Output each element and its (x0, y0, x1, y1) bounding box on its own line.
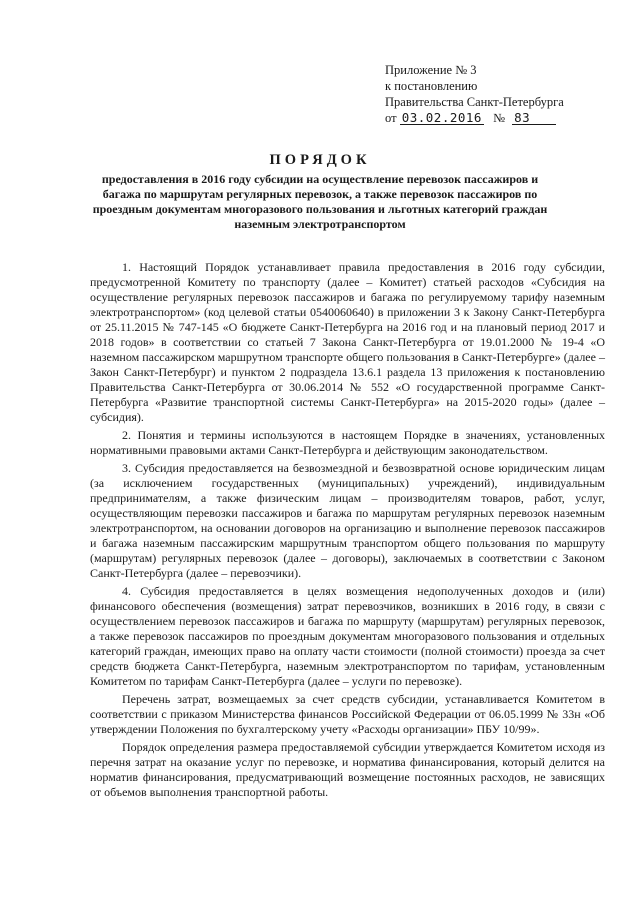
appendix-line-3: Правительства Санкт-Петербурга (385, 95, 564, 109)
paragraph: 3. Субсидия предоставляется на безвозмездной и безвозвратной основе юридическим лицам (за исключением государственных (муниципальных) учреждений), индивидуальным предпринимателям, а также физическим лицам – производителям товаров, работ, услуг, осуществляющим перевозки пассажиров и багажа по маршрутам регулярных перевозок наземным электротранспортом, на основании договоров на организацию и выполнение перевозок пассажиров и багажа наземным пассажирским маршрутным транспортом общего пользования по маршруту (маршрутам) регулярных перевозок (далее – договоры), заключаемых в соответствии с Законом Санкт-Петербурга (далее – перевозчики). (90, 461, 605, 580)
appendix-number: 83 (512, 111, 556, 125)
document-subtitle: предоставления в 2016 году субсидии на осуществление перевозок пассажиров и багажа по маршрутам регулярных перевозок, а также перевозок пассажиров по проездным документам многоразового пользования и льготных категорий граждан наземным электротранспортом (92, 172, 548, 231)
document-title: ПОРЯДОК (269, 152, 371, 168)
appendix-header (385, 62, 605, 126)
appendix-date: 03.02.2016 (401, 110, 482, 125)
appendix-line-1: Приложение № 3 (385, 63, 477, 77)
paragraph: 4. Субсидия предоставляется в целях возмещения недополученных доходов и (или) финансового обеспечения (возмещения) затрат перевозчиков, возникших в 2016 году, в связи с осуществлением перевозок пассажиров и багажа по маршруту (маршрутам) регулярных перевозок, а также перевозок пассажиров по проездным документам многоразового пользования и отдельных категорий граждан, имеющих право на оплату части стоимости (полной стоимости) проезда за счет средств бюджета Санкт-Петербурга, наземным электротранспортом по тарифам, установленным Комитетом по тарифам Санкт-Петербурга (далее – услуги по перевозке). (90, 584, 605, 688)
paragraph: 2. Понятия и термины используются в настоящем Порядке в значениях, установленных нормативными правовыми актами Санкт-Петербурга и действующим законодательством. (90, 428, 605, 457)
document-body (90, 260, 605, 803)
appendix-from-label: от (385, 111, 397, 125)
paragraph: Перечень затрат, возмещаемых за счет средств субсидии, устанавливается Комитетом в соответствии с приказом Министерства финансов Российской Федерации от 06.05.1999 № 33н «Об утверждении Положения по бухгалтерскому учету «Расходы организации» ПБУ 10/99». (90, 692, 605, 736)
appendix-line-2: к постановлению (385, 79, 478, 93)
appendix-date-line (385, 110, 605, 126)
paragraph: Порядок определения размера предоставляемой субсидии утверждается Комитетом исходя из перечня затрат на оказание услуг по перевозке, и норматива финансирования, который делится на норматив финансирования, предусматривающий возмещение постоянных расходов, не зависящих от объемов выполнения транспортной работы. (90, 740, 605, 799)
paragraph: 1. Настоящий Порядок устанавливает правила предоставления в 2016 году субсидии, предусмотренной Комитету по транспорту (далее – Комитет) статьей расходов «Субсидия на осуществление регулярных перевозок пассажиров и багажа по регулируемому тарифу наземным электротранспортом» (код целевой статьи 0540060640) в приложении 3 к Закону Санкт-Петербурга от 25.11.2015 № 747-145 «О бюджете Санкт-Петербурга на 2016 год и на плановый период 2017 и 2018 годов» в соответствии со статьей 7 Закона Санкт-Петербурга от 19.01.2000 № 19-4 «О наземном пассажирском маршрутном транспорте общего пользования в Санкт-Петербурге» (далее – Закон Санкт-Петербург) и пунктом 2 подраздела 13.6.1 раздела 13 приложения к постановлению Правительства Санкт-Петербурга от 30.06.2014 № 552 «О государственной программе Санкт-Петербурга «Развитие транспортной системы Санкт-Петербурга» на 2015-2020 годы» (далее – субсидия). (90, 260, 605, 424)
appendix-number-sign: № (493, 111, 506, 125)
